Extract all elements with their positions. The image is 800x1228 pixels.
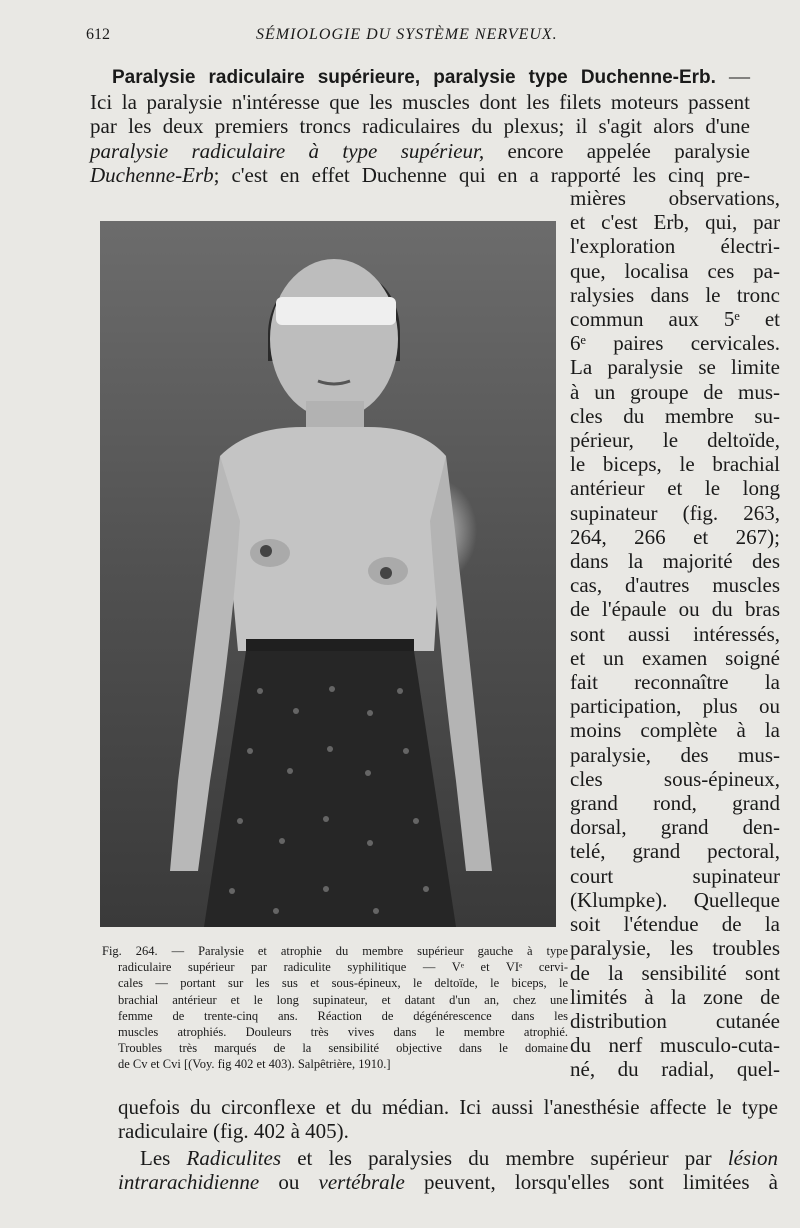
- intro-line: Ici la paralysie n'intéresse que les muscles dont les filets moteurs passent: [90, 90, 750, 115]
- side-column-line: moins complète à la: [570, 718, 780, 743]
- intro-line: Duchenne-Erb; c'est en effet Duchenne qui en a rapporté les cinq pre-: [90, 162, 750, 187]
- side-column-line: dorsal, grand den-: [570, 815, 780, 840]
- side-column-line: périeur, le deltoïde,: [570, 428, 780, 453]
- side-column-line: telé, grand pectoral,: [570, 839, 780, 864]
- section-title: Paralysie radiculaire supérieure, paralysie type Duchenne-Erb.: [112, 67, 716, 88]
- side-column-line: cas, d'autres muscles: [570, 573, 780, 598]
- running-title: SÉMIOLOGIE DU SYSTÈME NERVEUX.: [256, 26, 558, 43]
- side-column-line: supinateur (fig. 263,: [570, 500, 780, 525]
- side-column-line: et un examen soigné: [570, 645, 780, 670]
- caption-line: brachial antérieur et le long supinateur, et datant d'un an, chez une: [118, 992, 568, 1007]
- side-column-line: fait reconnaître la: [570, 670, 780, 695]
- caption-line: Fig. 264. — Paralysie et atrophie du membre supérieur gauche à type: [102, 944, 568, 958]
- side-column-line: distribution cutanée: [570, 1008, 780, 1033]
- side-column-line: cles du membre su-: [570, 403, 780, 428]
- clinical-photograph: [100, 221, 556, 927]
- page-number: 612: [86, 26, 110, 43]
- side-column-line: ralysies dans le tronc: [570, 282, 780, 307]
- side-column-line: que, localisa ces pa-: [570, 258, 780, 283]
- side-column-line: paralysie, des mus-: [570, 742, 780, 767]
- text-line: radiculaire (fig. 402 à 405).: [118, 1119, 349, 1144]
- side-column-text: [570, 186, 780, 1082]
- side-column-line: et c'est Erb, qui, par: [570, 210, 780, 235]
- section-title-line: Paralysie radiculaire supérieure, paralysie type Duchenne-Erb. —: [112, 64, 750, 88]
- side-column-line: court supinateur: [570, 863, 780, 888]
- side-column-line: La paralysie se limite: [570, 355, 780, 380]
- side-column-line: de l'épaule ou du bras: [570, 597, 780, 622]
- caption-line: de Cv et Cvi [(Voy. fig 402 et 403). Salpêtrière, 1910.]: [118, 1057, 391, 1072]
- italic-term: intrarachidienne: [118, 1170, 260, 1195]
- side-column-line: (Klumpke). Quelleque: [570, 887, 780, 912]
- intro-paragraph: [90, 64, 750, 187]
- side-column-line: à un groupe de mus-: [570, 379, 780, 404]
- side-column-line: 264, 266 et 267);: [570, 524, 780, 549]
- patient-figure: [100, 221, 556, 927]
- side-column-line: l'exploration électri-: [570, 234, 780, 259]
- caption-line: muscles atrophiés. Douleurs très vives dans le membre atrophié.: [118, 1025, 568, 1040]
- side-column-line: participation, plus ou: [570, 694, 780, 719]
- intro-line: par les deux premiers troncs radiculaires du plexus; il s'agit alors d'une: [90, 114, 750, 139]
- side-column-line: cles sous-épineux,: [570, 766, 780, 791]
- caption-line: radiculaire supérieur par radiculite syphilitique — Vᵉ et VIᵉ cervi-: [118, 960, 568, 975]
- side-column-line: sont aussi intéressés,: [570, 621, 780, 646]
- side-column-line: paralysie, les troubles: [570, 936, 780, 961]
- caption-line: cales — portant sur les sus et sous-épineux, le deltoïde, le biceps, le: [118, 976, 568, 991]
- side-column-line: de la sensibilité sont: [570, 960, 780, 985]
- side-column-line: né, du radial, quel-: [570, 1057, 780, 1082]
- caption-line: femme de trente-cinq ans. Réaction de dégénérescence dans les: [118, 1008, 568, 1023]
- continuation-paragraph: [118, 1095, 778, 1143]
- side-column-line: limités à la zone de: [570, 984, 780, 1009]
- text-line: Les Radiculites et les paralysies du membre supérieur par lésion: [140, 1146, 778, 1170]
- side-column-line: le biceps, le brachial: [570, 452, 780, 477]
- text-line: intrarachidienne ou vertébrale peuvent, lorsqu'elles sont limitées à: [118, 1170, 779, 1195]
- figure-caption: [102, 943, 568, 1073]
- text-line: quefois du circonflexe et du médian. Ici aussi l'anesthésie affecte le type: [118, 1095, 778, 1119]
- running-header: [86, 26, 776, 50]
- side-column-line: du nerf musculo-cuta-: [570, 1033, 780, 1058]
- side-column-line: 6ᵉ paires cervicales.: [570, 331, 780, 356]
- side-column-line: commun aux 5ᵉ et: [570, 307, 780, 332]
- side-column-line: grand rond, grand: [570, 791, 780, 816]
- intro-line: paralysie radiculaire à type supérieur, encore appelée paralysie: [90, 138, 750, 163]
- italic-term: Duchenne-Erb: [90, 162, 214, 187]
- italic-term: paralysie radiculaire à type supérieur,: [90, 138, 485, 163]
- italic-term: Radiculites: [186, 1146, 282, 1170]
- side-column-line: soit l'étendue de la: [570, 912, 780, 937]
- side-column-line: dans la majorité des: [570, 549, 780, 574]
- side-column-line: antérieur et le long: [570, 476, 780, 501]
- italic-term: vertébrale: [318, 1170, 405, 1195]
- italic-term: lésion: [727, 1146, 778, 1170]
- side-column-line: mières observations,: [570, 186, 780, 210]
- caption-line: Troubles très marqués de la sensibilité objective dans le domaine: [118, 1041, 568, 1056]
- last-paragraph: [118, 1146, 778, 1194]
